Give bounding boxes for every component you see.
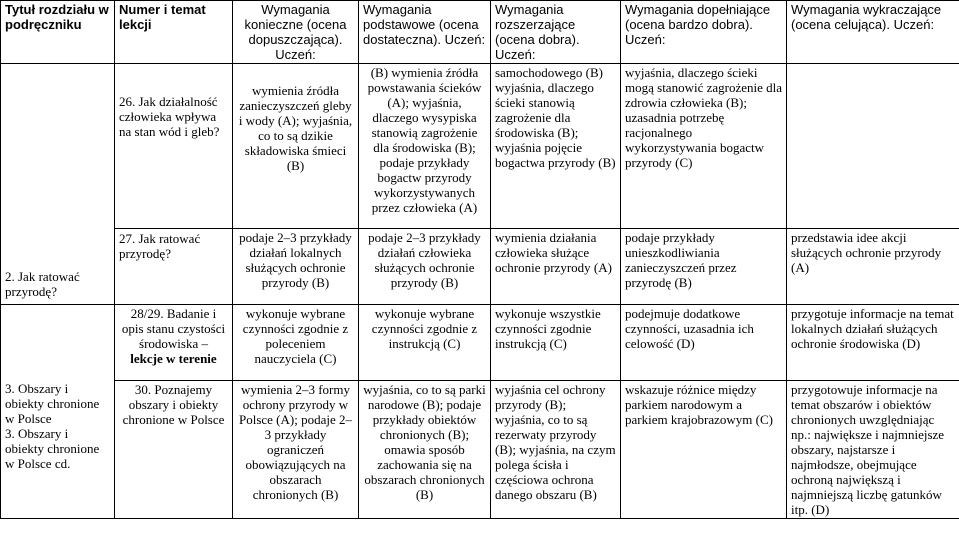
req-cell: podaje 2–3 przykłady działań człowieka służących ochronie przyrody (B) [359, 229, 491, 305]
header-supplementary: Wymagania dopełniające (ocena bardzo dobra). Uczeń: [621, 1, 787, 64]
req-cell [787, 64, 959, 229]
table-row [1, 305, 959, 381]
req-cell: podejmuje dodatkowe czynności, uzasadnia ich celowość (D) [621, 305, 787, 381]
req-cell: wskazuje różnice między parkiem narodowym a parkiem krajobrazowym (C) [621, 381, 787, 519]
lesson-cell [115, 64, 233, 229]
lesson-note: lekcje w terenie [130, 351, 217, 366]
req-cell: przedstawia idee akcji służących ochronie przyrody (A) [787, 229, 959, 305]
req-cell: przygotowuje informacje na temat obszarów i obiektów chronionych uwzględniając np.: największe i najmniejsze obszary, najstarsze i najmłodsze, obejmujące ochroną największą i najmniejszą liczbę gatunków itp. (D) [787, 381, 959, 519]
req-cell: wymienia działania człowieka służące ochronie przyrody (A) [491, 229, 621, 305]
req-cell: wyjaśnia, co to są parki narodowe (B); podaje przykłady obiektów chronionych (B); omawia sposób zachowania się na obszarach chronionych (B) [359, 381, 491, 519]
lesson-cell [115, 381, 233, 519]
header-extended: Wymagania rozszerzające (ocena dobra). Uczeń: [491, 1, 621, 64]
header-basic: Wymagania podstawowe (ocena dostateczna). Uczeń: [359, 1, 491, 64]
header-chapter-title: Tytuł rozdziału w podręczniku [1, 1, 115, 64]
req-cell: podaje przykłady unieszkodliwiania zanieczyszczeń przez przyrodę (B) [621, 229, 787, 305]
req-cell: przygotuje informacje na temat lokalnych działań służących ochronie środowiska (D) [787, 305, 959, 381]
chapter-cell [1, 64, 115, 305]
header-required: Wymagania konieczne (ocena dopuszczająca). Uczeń: [233, 1, 359, 64]
req-cell: (B) wymienia źródła powstawania ścieków (A); wyjaśnia, dlaczego wysypiska stanowią zagrożenie dla środowiska (B); podaje przykłady bogactw przyrody wykorzystywanych przez człowieka (A) [359, 64, 491, 229]
lesson-cell [115, 229, 233, 305]
req-cell: wykonuje wszystkie czynności zgodnie instrukcją (C) [491, 305, 621, 381]
req-cell: wymienia 2–3 formy ochrony przyrody w Polsce (A); podaje 2–3 przykłady ograniczeń obowiązujących na obszarach chronionych (B) [233, 381, 359, 519]
header-beyond: Wymagania wykraczające (ocena celująca). Uczeń: [787, 1, 959, 64]
chapter-title: 2. Jak ratować przyrodę? [5, 269, 80, 299]
chapter-title: 3. Obszary i obiekty chronione w Polsce cd. [5, 426, 100, 471]
table-row [1, 229, 959, 305]
req-cell: samochodowego (B) wyjaśnia, dlaczego ścieki stanowią zagrożenie dla środowiska (B); wyjaśnia pojęcie bogactwa przyrody (B) [491, 64, 621, 229]
req-cell: wykonuje wybrane czynności zgodnie z instrukcją (C) [359, 305, 491, 381]
table-row [1, 64, 959, 229]
header-lesson-number: Numer i temat lekcji [115, 1, 233, 64]
lesson-title: 30. Poznajemy obszary i obiekty chronione w Polsce [122, 382, 225, 427]
req-cell: wymienia źródła zanieczyszczeń gleby i wody (A); wyjaśnia, co to są dzikie składowiska śmieci (B) [233, 64, 359, 229]
lesson-title: 26. Jak działalność człowieka wpływa na stan wód i gleb? [119, 94, 220, 139]
lesson-title: 28/29. Badanie i opis stanu czystości środowiska – [121, 306, 226, 351]
lesson-cell [115, 305, 233, 381]
req-cell: wyjaśnia, dlaczego ścieki mogą stanowić zagrożenie dla zdrowia człowieka (B); uzasadnia potrzebę racjonalnego wykorzystywania bogactw przyrody (C) [621, 64, 787, 229]
req-cell: wyjaśnia cel ochrony przyrody (B); wyjaśnia, co to są rezerwaty przyrody (B); wyjaśnia, na czym polega ścisła i częściowa ochrona danego obszaru (B) [491, 381, 621, 519]
header-row [1, 1, 959, 64]
req-cell: wykonuje wybrane czynności zgodnie z poleceniem nauczyciela (C) [233, 305, 359, 381]
chapter-title: 3. Obszary i obiekty chronione w Polsce [5, 381, 100, 426]
lesson-title: 27. Jak ratować przyrodę? [119, 231, 201, 261]
table-row [1, 381, 959, 519]
chapter-cell [1, 305, 115, 519]
req-cell: podaje 2–3 przykłady działań lokalnych służących ochronie przyrody (B) [233, 229, 359, 305]
